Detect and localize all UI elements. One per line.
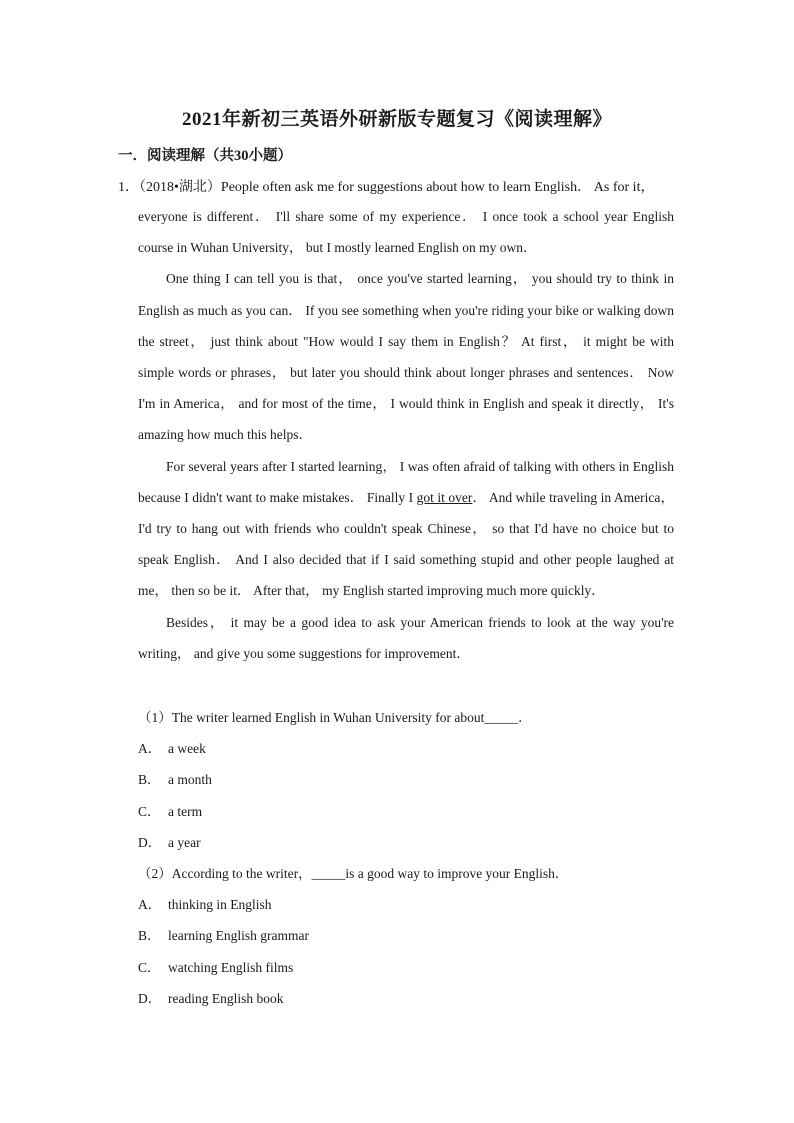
sub-question-1-option-c[interactable]: [138, 800, 202, 820]
section-heading: 一．阅读理解（共30小题）: [118, 148, 292, 164]
option-text: watching English films: [168, 960, 294, 975]
passage-first-line: People often ask me for suggestions about how to learn English． As for it，: [220, 180, 655, 195]
question-source: （2018•湖北）: [139, 180, 221, 195]
sub-question-2-option-b[interactable]: [138, 924, 309, 944]
sub-question-1-option-b[interactable]: [138, 768, 212, 788]
paragraph-3-before: For several years after I started learning， I was often afraid of talking with others in English because I didn't want to make mistakes． Finally I: [138, 458, 674, 505]
paragraph-3-after: ． And while traveling in America， I'd try to hang out with friends who couldn't speak Chinese， so that I'd have no choice but to speak English． And I also decided that if I said something stupid and other people laughed at me， then so be it． After that， my English started improving much more quickly．: [138, 489, 674, 599]
document-title: 2021年新初三英语外研新版专题复习《阅读理解》: [181, 109, 612, 130]
underlined-phrase: got it over: [416, 489, 473, 505]
option-letter: C．: [138, 804, 161, 819]
option-letter: C．: [138, 960, 161, 975]
question-header: [118, 176, 654, 196]
option-text: thinking in English: [168, 897, 272, 912]
reading-passage: [138, 201, 674, 669]
sub-question-1-stem: （1）The writer learned English in Wuhan University for about_____．: [138, 710, 532, 725]
sub-question-1-option-d[interactable]: [138, 831, 201, 851]
option-text: reading English book: [168, 991, 284, 1006]
option-text: a term: [168, 804, 203, 819]
option-text: learning English grammar: [168, 928, 309, 943]
option-letter: B．: [138, 772, 161, 787]
sub-question-2-option-c[interactable]: [138, 956, 293, 976]
option-letter: D．: [138, 991, 162, 1006]
option-letter: B．: [138, 928, 161, 943]
passage-paragraph-4: Besides， it may be a good idea to ask your American friends to look at the way you're writing， and give you some suggestions for improvement．: [138, 614, 674, 661]
option-letter: D．: [138, 835, 162, 850]
passage-paragraph-2: One thing I can tell you is that， once you've started learning， you should try to think in English as much as you can． If you see something when you're riding your bike or walking down the street， just think about "How would I say them in English？ At first， it might be with simple words or phrases， but later you should think about longer phrases and sentences． Now I'm in America， and for most of the time， I would think in English and speak it directly， It's amazing how much this helps．: [138, 271, 674, 443]
option-text: a week: [168, 741, 206, 756]
sub-question-2-stem: （2）According to the writer，_____is a good way to improve your English．: [138, 866, 569, 881]
option-letter: A．: [138, 897, 162, 912]
question-number: 1．: [118, 180, 139, 195]
sub-question-2-option-d[interactable]: [138, 987, 283, 1007]
passage-paragraph-1: everyone is different． I'll share some of my experience． I once took a school year English course in Wuhan University， but I mostly learned English on my own．: [138, 209, 674, 256]
option-text: a year: [168, 835, 201, 850]
sub-question-1-option-a[interactable]: [138, 737, 206, 757]
passage-paragraph-3: [138, 451, 674, 607]
option-letter: A．: [138, 741, 162, 756]
option-text: a month: [168, 772, 212, 787]
sub-question-2-option-a[interactable]: [138, 893, 272, 913]
